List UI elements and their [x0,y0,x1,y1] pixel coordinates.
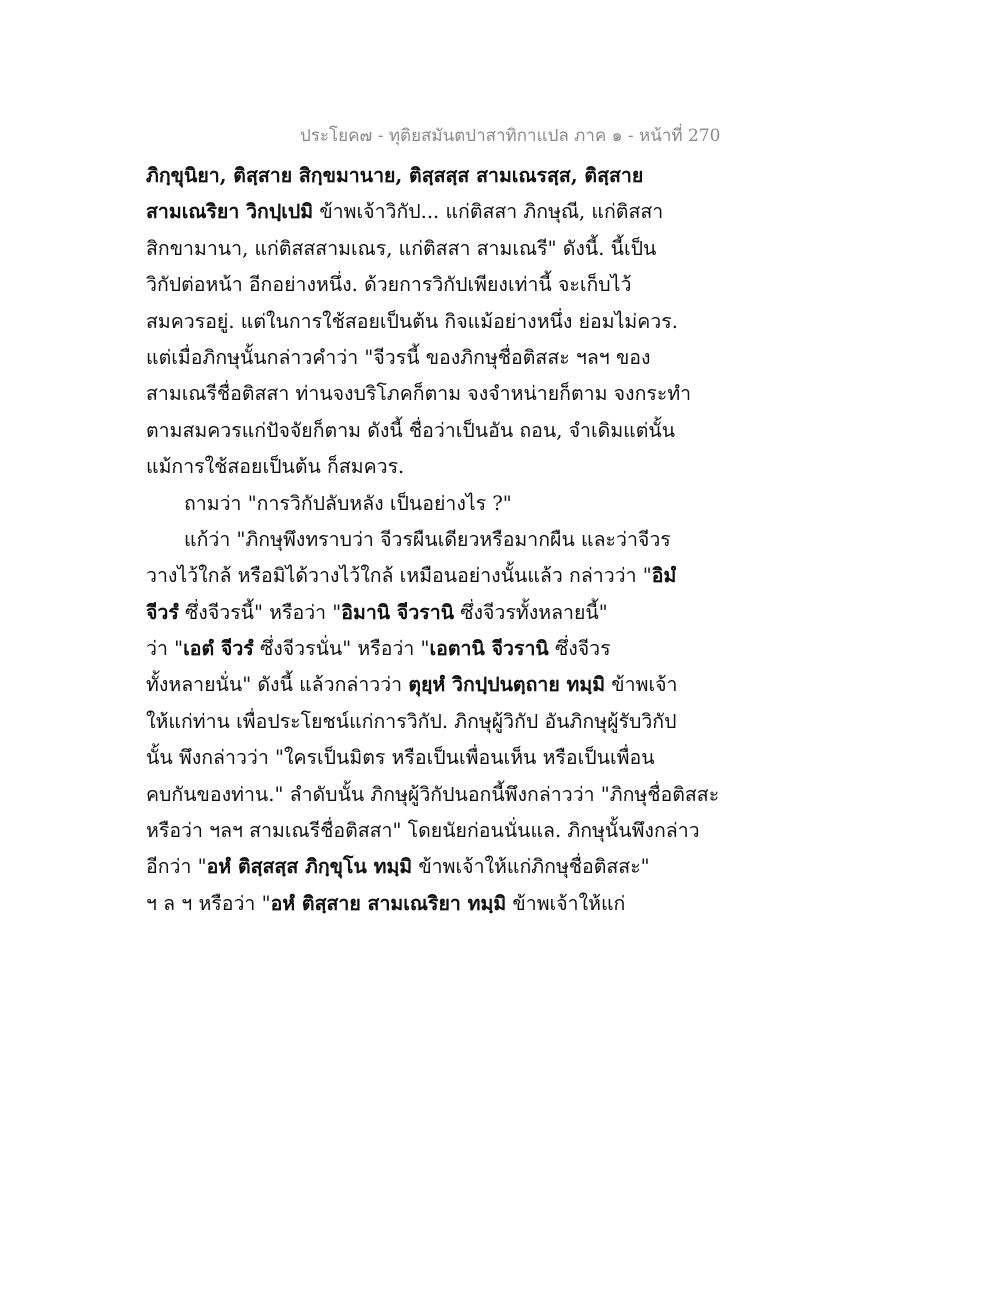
pali-term: อิมานิ จีวรานิ [341,600,455,624]
text-line [146,777,726,813]
text-segment: ให้แก่ท่าน เพื่อประโยชน์แก่การวิกัป. ภิกษุผู้วิกัป อันภิกษุผู้รับวิกัป [146,709,677,733]
pali-term: สามเณริยา วิกปฺเปมิ [146,200,314,224]
pali-term: เอตํ จีวรํ [183,637,254,661]
text-segment: อีกว่า " [146,855,207,879]
text-segment: ซึ่งจีวรนั่น" หรือว่า " [253,637,430,661]
text-line [146,267,726,303]
text-segment: ซึ่งจีวรทั้งหลายนี้" [454,600,608,624]
text-segment: ทั้งหลายนั่น" ดังนี้ แล้วกล่าวว่า [146,673,409,697]
text-segment: ข้าพเจ้าให้แก่ภิกษุชื่อติสสะ" [412,855,650,879]
text-segment: ข้าพเจ้าให้แก่ [506,891,626,915]
text-segment: ซึ่งจีวรนี้" หรือว่า " [178,600,342,624]
text-segment: ข้าพเจ้าวิกัป... แก่ติสสา ภิกษุณี, แก่ติสสา [313,200,664,224]
pali-term: ภิกฺขุนิยา, ติสฺสาย สิกฺขมานาย, ติสฺสสฺส สามเณรสฺส, ติสฺสาย [146,164,644,187]
text-line [146,376,726,412]
text-segment: ฯ ล ฯ หรือว่า " [146,891,271,915]
body-text [146,158,726,922]
text-line [146,304,726,340]
text-line [146,231,726,267]
text-segment: นั้น พึงกล่าวว่า "ใครเป็นมิตร หรือเป็นเพื่อนเห็น หรือเป็นเพื่อน [146,746,655,770]
text-segment: แต่เมื่อภิกษุนั้นกล่าวคำว่า "จีวรนี้ ของภิกษุชื่อติสสะ ฯลฯ ของ [146,345,651,369]
text-line [146,486,726,522]
text-segment: ซึ่งจีวร [548,637,611,661]
text-line [146,849,726,885]
text-line [146,340,726,376]
pali-term: เอตานิ จีวรานิ [429,637,549,661]
text-segment: สิกขามานา, แก่ติสสสามเณร, แก่ติสสา สามเณรี" ดังนี้. นี้เป็น [146,236,657,260]
text-segment: วางไว้ใกล้ หรือมิได้วางไว้ใกล้ เหมือนอย่างนั้นแล้ว กล่าวว่า " [146,564,652,588]
text-segment: แก้ว่า "ภิกษุพึงทราบว่า จีวรผืนเดียวหรือมากผืน และว่าจีวร [184,527,671,551]
text-segment: ตามสมควรแก่ปัจจัยก็ตาม ดังนี้ ชื่อว่าเป็นอัน ถอน, จำเดิมแต่นั้น [146,418,676,442]
text-line [146,704,726,740]
text-line [146,413,726,449]
text-line [146,522,726,558]
pali-term: อหํ ติสฺสสฺส ภิกฺขุโน ทมฺมิ [206,855,413,879]
text-line [146,813,726,849]
text-line [146,667,726,703]
text-line [146,740,726,776]
pali-term: ตุยฺหํ วิกปฺปนตฺถาย ทมฺมิ [408,673,606,697]
text-line [146,449,726,485]
text-segment: สมควรอยู่. แต่ในการใช้สอยเป็นต้น กิจแม้อย่างหนึ่ง ย่อมไม่ควร. [146,309,678,333]
text-segment: ข้าพเจ้า [605,673,678,697]
text-segment: วิกัปต่อหน้า อีกอย่างหนึ่ง. ด้วยการวิกัปเพียงเท่านี้ จะเก็บไว้ [146,273,632,297]
pali-term: อหํ ติสฺสาย สามเณริยา ทมฺมิ [270,891,507,915]
text-line [146,558,726,594]
text-segment: สามเณรีชื่อติสสา ท่านจงบริโภคก็ตาม จงจำหน่ายก็ตาม จงกระทำ [146,382,692,406]
text-segment: หรือว่า ฯลฯ สามเณรีชื่อติสสา" โดยนัยก่อนนั่นแล. ภิกษุนั้นพึงกล่าว [146,819,700,843]
text-segment: ว่า " [146,637,184,661]
text-line [146,631,726,667]
running-header: ประโยค๗ - ทุติยสมันตปาสาทิกาแปล ภาค ๑ - หน้าที่ 270 [300,126,721,146]
text-segment: คบกันของท่าน." ลำดับนั้น ภิกษุผู้วิกัปนอกนี้พึงกล่าวว่า "ภิกษุชื่อติสสะ [146,782,720,806]
text-line [146,886,726,922]
text-line [146,595,726,631]
text-line [146,158,726,194]
pali-term: อิมํ [651,564,677,588]
text-segment: ถามว่า "การวิกัปลับหลัง เป็นอย่างไร ?" [184,491,512,515]
text-segment: แม้การใช้สอยเป็นต้น ก็สมควร. [146,455,405,479]
text-line [146,194,726,230]
pali-term: จีวรํ [146,600,179,624]
